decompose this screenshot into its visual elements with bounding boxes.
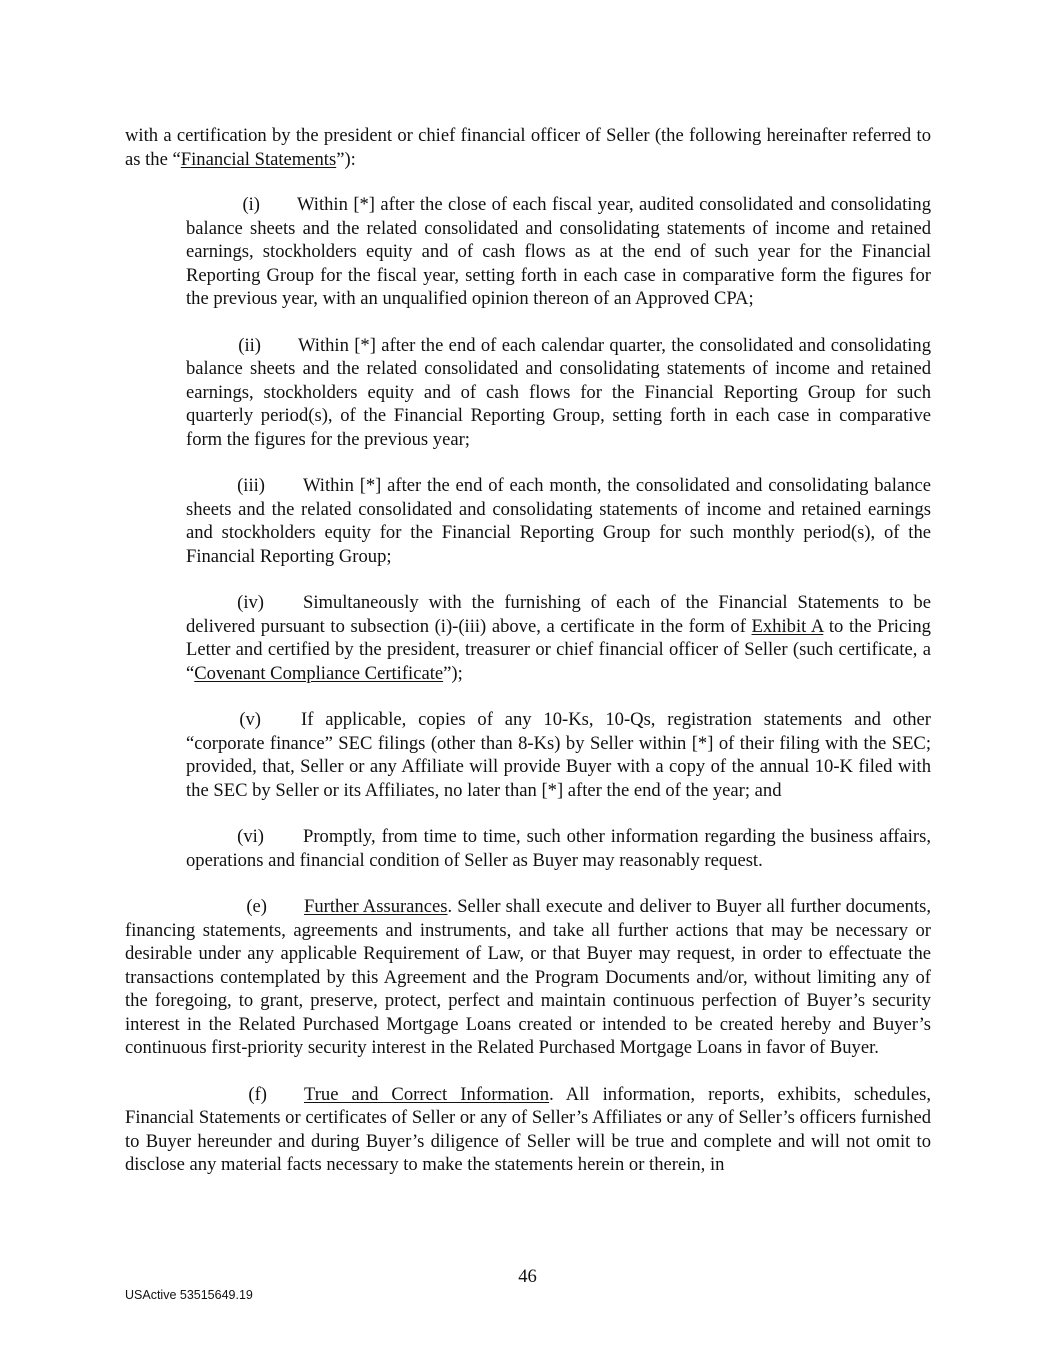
section-e-heading: Further Assurances (304, 896, 448, 917)
list-item-text: If applicable, copies of any 10-Ks, 10-Qs, registration statements and other “corporate finance” SEC filings (other than 8-Ks) by Seller within [*] of their filing with the SEC; provided, that, Seller or any Affiliate will provide Buyer with a copy of the annual 10-K filed with the SEC by Seller or its Affiliates, no later than [*] after the end of the year; and (186, 709, 931, 801)
list-item-iii (186, 474, 931, 568)
list-item-text: Within [*] after the end of each month, the consolidated and consolidating balance sheets and the related consolidated and consolidating statements of income and retained earnings and stockholders equity for the Financial Reporting Group for such monthly period(s), of the Financial Reporting Group; (186, 475, 931, 567)
section-f-text: . All information, reports, exhibits, schedules, Financial Statements or certificates of Seller or any of Seller’s Affiliates or any of Seller’s officers furnished to Buyer hereunder and during Buyer’s diligence of Seller will be true and complete and will not omit to disclose any material facts necessary to make the statements herein or therein, in (125, 1083, 931, 1175)
defined-term-covenant-compliance-certificate: Covenant Compliance Certificate (194, 662, 444, 684)
intro-text-after: ”): (336, 148, 356, 170)
section-e-label: (e) (246, 896, 267, 917)
intro-text-before: with a certification by the president or chief financial officer of Seller (the following hereinafter referred to as the “ (125, 125, 931, 170)
document-body (125, 124, 931, 1200)
section-f-label: (f) (248, 1083, 267, 1105)
list-item-text-before: Simultaneously with the furnishing of each of the Financial Statements to be delivered pursuant to subsection (i)-(iii) above, a certificate in the form of (186, 592, 931, 637)
list-item-text: Within [*] after the close of each fiscal year, audited consolidated and consolidating balance sheets and the related consolidated and consolidating statements of income and retained earnings, stockholders equity and of cash flows as at the end of such year for the Financial Reporting Group for the fiscal year, setting forth in each case in comparative form the figures for the previous year, with an unqualified opinion thereon of an Approved CPA; (186, 194, 931, 309)
list-item-label: (iii) (237, 475, 265, 496)
list-item-label: (i) (242, 194, 260, 215)
list-item-i (186, 193, 931, 311)
list-item-ii (186, 334, 931, 452)
list-item-text: Promptly, from time to time, such other information regarding the business affairs, operations and financial condition of Seller as Buyer may reasonably request. (186, 826, 931, 871)
exhibit-a-reference: Exhibit A (751, 615, 824, 637)
list-item-label: (ii) (238, 334, 261, 356)
section-f-paragraph (125, 1083, 931, 1177)
list-item-iv (186, 591, 931, 685)
list-item-vi (186, 825, 931, 872)
intro-paragraph (125, 124, 931, 171)
list-item-label: (iv) (237, 592, 264, 613)
list-item-label: (vi) (237, 826, 264, 847)
list-item-text-middle: to the Pricing Letter and certified by the president, treasurer or chief financial officer of Seller (such certificate, a “ (186, 615, 931, 684)
page-number: 46 (518, 1266, 537, 1287)
section-e-paragraph (125, 895, 931, 1060)
list-item-v (186, 708, 931, 802)
list-item-label: (v) (239, 709, 261, 730)
list-item-text: Within [*] after the end of each calendar quarter, the consolidated and consolidating balance sheets and the related consolidated and consolidating statements of income and retained earnings, stockholders equity and of cash flows for the Financial Reporting Group for such quarterly period(s), of the Financial Reporting Group, setting forth in each case in comparative form the figures for the previous year; (186, 334, 931, 450)
section-f-heading: True and Correct Information (304, 1083, 550, 1105)
defined-term-financial-statements: Financial Statements (180, 148, 337, 170)
section-e-text: . Seller shall execute and deliver to Buyer all further documents, financing statements, agreements and instruments, and take all further actions that may be necessary or desirable under any applicable Requirement of Law, or that Buyer may request, in order to effectuate the transactions contemplated by this Agreement and the Program Documents and/or, without limiting any of the foregoing, to grant, preserve, protect, perfect and maintain continuous perfection of Buyer’s security interest in the Related Purchased Mortgage Loans created or intended to be created hereby and Buyer’s continuous first-priority security interest in the Related Purchased Mortgage Loans in favor of Buyer. (125, 896, 931, 1058)
document-id: USActive 53515649.19 (125, 1288, 253, 1302)
list-item-text-after: ”); (443, 662, 463, 684)
